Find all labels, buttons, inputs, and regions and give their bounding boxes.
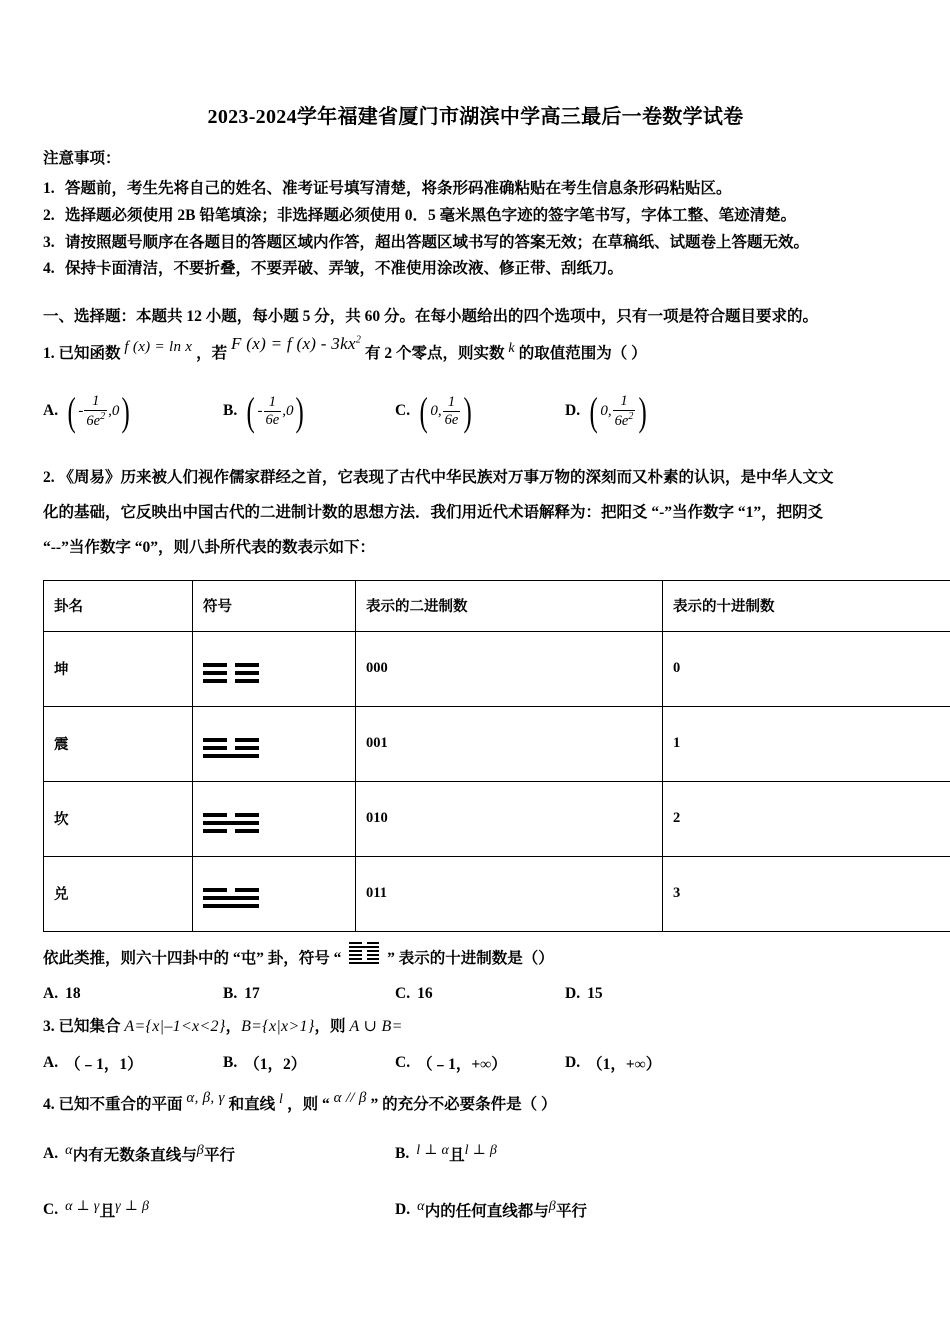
- q1-Fx-exponent: 2: [355, 334, 362, 346]
- yang-line: [349, 946, 379, 949]
- denominator-base: 6e: [614, 412, 629, 429]
- section-heading-choice: 一、选择题：本题共 12 小题，每小题 5 分，共 60 分。在每小题给出的四个选项中，只有一项是符合题目要求的。: [43, 308, 819, 326]
- q4-option-a-label: A.: [43, 1144, 59, 1162]
- q4-option-d-mid: 内的任何直线都与: [424, 1202, 549, 1220]
- q2-option-b[interactable]: [223, 985, 395, 1003]
- notice-text: 答题前，考生先将自己的姓名、准考证号填写清楚，将条形码准确粘贴在考生信息条形码粘贴区。: [65, 180, 732, 198]
- plane-beta-symbol: β: [196, 1142, 205, 1158]
- q1-option-d-fraction: [613, 393, 636, 428]
- fraction-denominator: 6e: [444, 411, 459, 428]
- left-paren: (: [67, 388, 76, 434]
- q3-comma-1: ，: [225, 1018, 242, 1036]
- yin-line: [203, 829, 259, 833]
- q4-stem-c: ，则 “: [287, 1096, 330, 1114]
- q4-option-c-expr-1: α ⊥ γ: [65, 1198, 100, 1214]
- page-title: 2023-2024学年福建省厦门市湖滨中学高三最后一卷数学试卷: [207, 106, 744, 128]
- q4-option-c-text: [65, 1199, 149, 1221]
- q1-Fx-lhs: F (x) = f (x) - 3kx: [231, 333, 356, 353]
- yin-line: [349, 954, 379, 957]
- trigram-table: [43, 580, 950, 932]
- cell-binary: 011: [356, 856, 663, 931]
- yin-line: [203, 679, 259, 683]
- q4-option-c-expr-2: γ ⊥ β: [115, 1198, 150, 1214]
- table-body: [44, 631, 950, 931]
- yang-line: [203, 896, 259, 900]
- cell-decimal: 0: [663, 631, 950, 706]
- q3-option-d-text: （1，+∞）: [587, 1056, 662, 1074]
- q4-number: 4.: [43, 1096, 55, 1114]
- plane-beta-symbol: β: [548, 1198, 557, 1214]
- q4-option-a-text: [65, 1143, 235, 1165]
- fraction-numerator: 1: [447, 394, 456, 411]
- q2-option-c-label: C.: [395, 985, 411, 1003]
- q2-option-b-label: B.: [223, 985, 238, 1003]
- q3-option-d[interactable]: [565, 1052, 661, 1074]
- q3-option-d-label: D.: [565, 1054, 581, 1072]
- column-header-gua-name: 卦名: [44, 580, 193, 631]
- trigram-icon: [203, 813, 259, 833]
- cell-gua-name: 兑: [44, 856, 193, 931]
- right-paren: ): [638, 388, 648, 434]
- column-header-binary: 表示的二进制数: [356, 580, 663, 631]
- q2-followup-note: [43, 944, 908, 973]
- q2-options: [43, 985, 908, 1003]
- cell-gua-name: 震: [44, 706, 193, 781]
- q2-option-b-text: 17: [244, 985, 260, 1003]
- q1-option-a-label: A.: [43, 402, 59, 420]
- q4-stem-a: 已知不重合的平面: [58, 1096, 183, 1114]
- cell-binary: 001: [356, 706, 663, 781]
- right-paren: ): [296, 388, 305, 434]
- q4-planes: α, β, γ: [186, 1090, 225, 1107]
- q1-option-b-fraction: [264, 394, 282, 427]
- q3-set-b: B={x|x>1}: [241, 1018, 315, 1036]
- notice-item: [43, 176, 908, 203]
- q3-set-a: A={x|–1<x<2}: [124, 1018, 226, 1036]
- cell-decimal: 3: [663, 856, 950, 931]
- column-header-decimal: 表示的十进制数: [663, 580, 950, 631]
- cell-binary: 010: [356, 781, 663, 856]
- q2-text-1: 《周易》历来被人们视作儒家群经之首，它表现了古代中华民族对万事万物的深刻而又朴素的认识，是中华人文文: [58, 469, 834, 487]
- q1-option-c-value: [417, 388, 475, 434]
- q3-option-c-label: C.: [395, 1054, 411, 1072]
- yin-line: [203, 813, 259, 817]
- yin-line: [349, 958, 379, 961]
- q1-option-d[interactable]: [565, 388, 650, 434]
- q2-option-a-label: A.: [43, 985, 59, 1003]
- q2-note-a: 依此类推，则六十四卦中的 “屯” 卦，符号 “: [43, 949, 342, 967]
- yin-line: [203, 663, 259, 667]
- yin-line: [349, 950, 379, 953]
- q1-function-fx: f (x) = ln x: [124, 338, 193, 355]
- q2-para-1: [43, 461, 908, 496]
- q2-option-c-text: 16: [417, 985, 433, 1003]
- page-content: [43, 104, 908, 1221]
- q4-option-d-label: D.: [395, 1200, 411, 1218]
- trigram-icon: [203, 663, 259, 683]
- q1-option-b[interactable]: [223, 388, 395, 434]
- yin-line: [203, 738, 259, 742]
- yang-line: [349, 962, 379, 965]
- q4-option-a[interactable]: [43, 1143, 395, 1165]
- fraction-numerator: 1: [268, 394, 277, 411]
- question-2: [43, 461, 908, 566]
- q4-condition: α // β: [333, 1090, 367, 1107]
- table-row: [44, 631, 950, 706]
- right-paren: ): [463, 388, 473, 434]
- q1-option-c-label: C.: [395, 402, 411, 420]
- q3-options: [43, 1052, 908, 1074]
- question-4: [43, 1090, 908, 1120]
- q1-option-c-head: 0,: [430, 402, 442, 419]
- column-header-symbol: 符号: [193, 580, 356, 631]
- trigram-icon: [203, 738, 259, 758]
- q2-option-d-text: 15: [587, 985, 603, 1003]
- fraction-denominator: 6e: [265, 411, 280, 428]
- yin-line: [203, 746, 259, 750]
- q3-stem-a: 已知集合: [58, 1018, 121, 1036]
- q2-option-d-label: D.: [565, 985, 581, 1003]
- q1-stem-a: 已知函数: [58, 344, 121, 362]
- cell-decimal: 2: [663, 781, 950, 856]
- fraction-numerator: 1: [620, 393, 628, 410]
- fraction-denominator: [613, 410, 636, 429]
- denominator-exponent: 2: [628, 410, 634, 422]
- left-paren: (: [589, 388, 598, 434]
- table-header-row: [44, 580, 950, 631]
- q1-option-a-tail: ,0: [108, 402, 120, 419]
- cell-decimal: 1: [663, 706, 950, 781]
- fraction-numerator: 1: [92, 393, 100, 410]
- trigram-icon: [203, 888, 259, 908]
- q3-option-a-label: A.: [43, 1054, 59, 1072]
- q3-option-b-text: （1，2）: [244, 1056, 307, 1074]
- cell-gua-name: 坎: [44, 781, 193, 856]
- cell-gua-name: 坤: [44, 631, 193, 706]
- q1-variable-k: k: [508, 340, 515, 356]
- q4-stem-d: ” 的充分不必要条件是（ ）: [370, 1096, 557, 1114]
- denominator-exponent: 2: [100, 410, 106, 422]
- q4-option-b-label: B.: [395, 1144, 410, 1162]
- q1-option-d-label: D.: [565, 402, 581, 420]
- q3-comma-2: ，则: [314, 1018, 346, 1036]
- left-paren: (: [419, 388, 428, 434]
- q2-text-3: “--”当作数字 “0”，则八卦所代表的数表示如下：: [43, 538, 375, 556]
- q1-option-a-sign: -: [78, 402, 84, 419]
- yin-line: [349, 942, 379, 945]
- q1-option-b-tail: ,0: [282, 402, 294, 419]
- left-paren: (: [246, 388, 256, 434]
- q4-option-d-text: [417, 1199, 587, 1221]
- notice-heading: 注意事项：: [43, 150, 121, 167]
- q2-option-a[interactable]: [43, 985, 223, 1003]
- notice-number: 4.: [43, 260, 55, 278]
- q4-option-c[interactable]: [43, 1199, 395, 1221]
- q2-note-b: ” 表示的十进制数是（）: [387, 949, 554, 967]
- q4-stem-b: 和直线: [228, 1096, 276, 1114]
- q1-option-d-head: 0,: [600, 402, 612, 419]
- q4-option-c-conjunction: 且: [99, 1202, 116, 1220]
- q1-option-c[interactable]: [395, 388, 565, 434]
- q2-option-a-text: 18: [65, 985, 81, 1003]
- table-row: [44, 781, 950, 856]
- q4-option-b-text: [416, 1143, 497, 1165]
- cell-symbol: [193, 781, 356, 856]
- q1-stem-b: ，若: [196, 344, 228, 362]
- q1-option-d-value: [587, 388, 650, 434]
- cell-binary: 000: [356, 631, 663, 706]
- yin-line: [203, 888, 259, 892]
- notice-text: 选择题必须使用 2B 铅笔填涂；非选择题必须使用 0．5 毫米黑色字迹的签字笔书写，字体工整、笔迹清楚。: [65, 207, 797, 225]
- q4-option-b-conjunction: 且: [449, 1146, 465, 1164]
- q4-line: l: [279, 1092, 284, 1108]
- cell-symbol: [193, 856, 356, 931]
- q4-options-row-1: [43, 1143, 908, 1165]
- notice-item: [43, 203, 908, 230]
- q3-option-a[interactable]: [43, 1052, 223, 1074]
- q1-options: [43, 385, 908, 437]
- q3-option-c[interactable]: [395, 1052, 565, 1074]
- yin-line: [203, 671, 259, 675]
- q3-union-expression: A ∪ B=: [349, 1018, 403, 1036]
- q4-option-b[interactable]: [395, 1143, 497, 1165]
- hexagram-tun-icon: [349, 942, 379, 965]
- yang-line: [203, 754, 259, 758]
- q4-option-b-expr-2: l ⊥ β: [464, 1142, 498, 1158]
- q4-option-b-expr-1: l ⊥ α: [416, 1142, 450, 1158]
- fraction-denominator: [84, 410, 107, 429]
- q4-option-c-label: C.: [43, 1200, 59, 1218]
- denominator-base: 6e: [86, 412, 101, 429]
- notice-item: [43, 256, 908, 283]
- q1-option-b-sign: -: [257, 402, 263, 419]
- question-3: [43, 1011, 908, 1042]
- notice-number: 1.: [43, 180, 55, 198]
- notice-number: 3.: [43, 233, 55, 251]
- q4-option-a-mid: 内有无数条直线与: [72, 1146, 197, 1164]
- q1-option-a-value: [65, 388, 133, 434]
- q4-option-a-tail: 平行: [204, 1146, 236, 1164]
- yang-line: [203, 821, 259, 825]
- table-row: [44, 856, 950, 931]
- q1-option-a-fraction: [84, 393, 107, 428]
- q1-number: 1.: [43, 344, 55, 362]
- q1-option-c-fraction: [443, 394, 461, 427]
- notice-item: [43, 230, 908, 257]
- q2-text-2: 化的基础，它反映出中国古代的二进制计数的思想方法．我们用近代术语解释为：把阳爻 “-”当作数字 “1”，把阴爻: [43, 504, 824, 522]
- q4-options-row-2: [43, 1199, 908, 1221]
- cell-symbol: [193, 706, 356, 781]
- question-1: [43, 333, 908, 369]
- plane-alpha-symbol: α: [65, 1142, 73, 1158]
- plane-alpha-symbol: α: [417, 1198, 425, 1214]
- q2-number: 2.: [43, 469, 55, 487]
- q3-option-b[interactable]: [223, 1052, 395, 1074]
- notice-text: 请按照题号顺序在各题目的答题区域内作答，超出答题区域书写的答案无效；在草稿纸、试题卷上答题无效。: [65, 233, 810, 251]
- q4-option-d[interactable]: [395, 1199, 587, 1221]
- q1-option-a[interactable]: [43, 388, 223, 434]
- q3-option-b-label: B.: [223, 1054, 238, 1072]
- q2-option-c[interactable]: [395, 985, 565, 1003]
- yang-line: [203, 904, 259, 908]
- notice-number: 2.: [43, 207, 55, 225]
- cell-symbol: [193, 631, 356, 706]
- q3-number: 3.: [43, 1018, 55, 1036]
- table-row: [44, 706, 950, 781]
- q3-option-a-text: （﹣1，1）: [65, 1056, 143, 1074]
- q1-stem-c: 有 2 个零点，则实数: [365, 344, 505, 362]
- q3-option-c-text: （﹣1，+∞）: [417, 1056, 507, 1074]
- q1-stem-d: 的取值范围为（ ）: [518, 344, 647, 362]
- notice-text: 保持卡面清洁，不要折叠，不要弄破、弄皱，不准使用涂改液、修正带、刮纸刀。: [65, 260, 624, 278]
- notice-list: [43, 176, 908, 283]
- q4-option-d-tail: 平行: [556, 1202, 588, 1220]
- q2-option-d[interactable]: [565, 985, 603, 1003]
- q1-option-b-value: [244, 388, 307, 434]
- q1-function-Fx: [231, 334, 361, 353]
- right-paren: ): [121, 388, 131, 434]
- q1-option-b-label: B.: [223, 402, 238, 420]
